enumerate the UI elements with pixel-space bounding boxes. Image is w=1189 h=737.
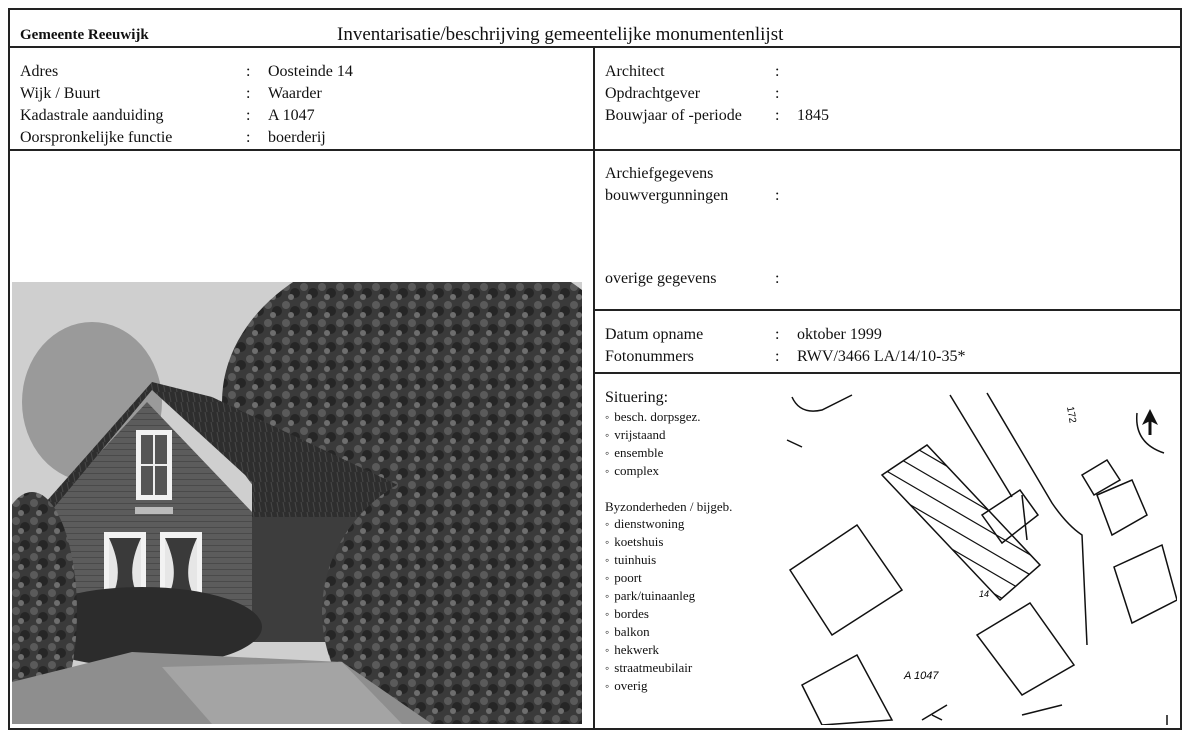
address-label: Adres [20, 63, 59, 80]
build-year-value: 1845 [797, 107, 829, 124]
parcel-label: A 1047 [904, 670, 939, 682]
function-value: boerderij [268, 129, 326, 146]
bijzonderheden-item: ◦ straatmeubilair [605, 661, 692, 674]
photo-numbers-value: RWV/3466 LA/14/10-35* [797, 348, 966, 365]
north-arrow-icon [1142, 409, 1158, 435]
municipality-name: Gemeente Reeuwijk [20, 27, 149, 43]
bijzonderheden-item: ◦ hekwerk [605, 643, 659, 656]
archive-label: Archiefgegevens [605, 165, 714, 182]
bijzonderheden-item: ◦ overig [605, 679, 647, 692]
other-data-label: overige gegevens [605, 270, 717, 287]
bijzonderheden-item: ◦ park/tuinaanleg [605, 589, 695, 602]
colon: : [775, 85, 780, 102]
farmhouse-photo [12, 282, 582, 724]
colon: : [775, 270, 780, 287]
situering-item: ◦ vrijstaand [605, 428, 666, 441]
colon: : [775, 63, 780, 80]
address-value: Oosteinde 14 [268, 63, 353, 80]
bijzonderheden-item: ◦ balkon [605, 625, 650, 638]
district-value: Waarder [268, 85, 322, 102]
permits-label: bouwvergunningen [605, 187, 729, 204]
row-divider-2 [593, 309, 1182, 311]
survey-date-label: Datum opname [605, 326, 704, 343]
row-divider-3 [593, 372, 1182, 374]
colon: : [775, 348, 780, 365]
house-number-label: 14 [979, 589, 990, 599]
survey-date-value: oktober 1999 [797, 326, 882, 343]
colon: : [775, 187, 780, 204]
bijzonderheden-item: ◦ dienstwoning [605, 517, 684, 530]
situation-map [782, 385, 1177, 725]
bijzonderheden-item: ◦ koetshuis [605, 535, 663, 548]
row-divider-1 [8, 149, 1182, 151]
cadastral-value: A 1047 [268, 107, 315, 124]
situering-item: ◦ ensemble [605, 446, 663, 459]
build-year-label: Bouwjaar of -periode [605, 107, 742, 124]
colon: : [775, 326, 780, 343]
bijzonderheden-title: Byzonderheden / bijgeb. [605, 499, 733, 514]
district-label: Wijk / Buurt [20, 85, 101, 102]
colon: : [246, 85, 251, 102]
bijzonderheden-item: ◦ poort [605, 571, 642, 584]
function-label: Oorspronkelijke functie [20, 129, 173, 146]
situering-item: ◦ complex [605, 464, 659, 477]
colon: : [775, 107, 780, 124]
cadastral-label: Kadastrale aanduiding [20, 107, 164, 124]
architect-label: Architect [605, 63, 665, 80]
road-number-label: 172 [1064, 405, 1078, 424]
page-title: Inventarisatie/beschrijving gemeentelijke monumentenlijst [337, 24, 784, 45]
bijzonderheden-item: ◦ bordes [605, 607, 649, 620]
colon: : [246, 63, 251, 80]
header-divider [8, 46, 1182, 48]
bijzonderheden-item: ◦ tuinhuis [605, 553, 656, 566]
photo-numbers-label: Fotonummers [605, 348, 694, 365]
client-label: Opdrachtgever [605, 85, 701, 102]
colon: : [246, 107, 251, 124]
colon: : [246, 129, 251, 146]
situering-item: ◦ besch. dorpsgez. [605, 410, 701, 423]
situering-title: Situering: [605, 389, 669, 406]
